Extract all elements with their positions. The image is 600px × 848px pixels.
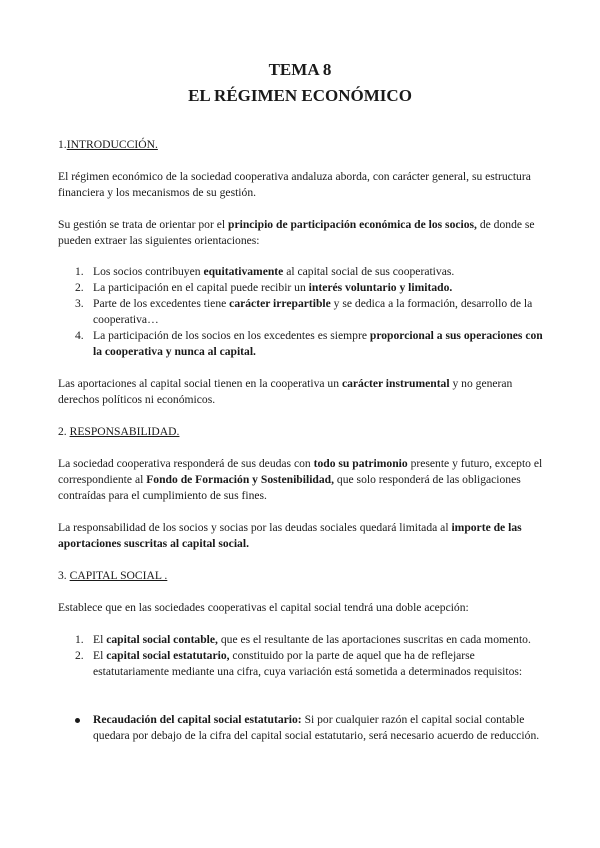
bold-text: equitativamente [203,265,284,278]
text-span: de donde se pueden extraer las siguientes orientaciones: [58,218,535,247]
paragraph-deudas [58,456,544,504]
paragraph-intro: El régimen económico de la sociedad cooperativa andaluza aborda, con carácter general, su estructura financiera y los mecanismos de su gestión. [58,170,531,199]
text-span: Parte de los excedentes tiene [93,297,230,310]
section-heading-capital-social [58,568,544,584]
bold-text: Recaudación del capital social estatutario: [93,713,302,726]
section-title: INTRODUCCIÓN. [66,138,158,151]
text-span: Si por cualquier razón el capital social contable quedara por debajo de la cifra del capital social estatutario, será necesario acuerdo de reducción. [93,713,540,742]
text-span: El [93,649,107,662]
paragraph-aportaciones [58,376,544,408]
bold-text: carácter instrumental [341,377,450,390]
text-span: La participación de los socios en los excedentes es siempre [93,329,370,342]
text-span: Su gestión se trata de orientar por el [58,218,228,231]
text-span: Los socios contribuyen [93,265,204,278]
text-span: que es el resultante de las aportaciones suscritas en cada momento. [217,633,531,646]
section-title: RESPONSABILIDAD. [69,425,180,438]
ordered-list-capital [58,632,544,680]
text-span: presente y futuro, excepto el correspondiente al [58,457,543,486]
bold-text: importe de las aportaciones suscritas al capital social. [58,521,522,550]
list-number: 1. [75,265,84,278]
bold-text: todo su patrimonio [313,457,408,470]
section-heading-introduccion [58,137,544,153]
ordered-list-orientaciones [58,264,544,360]
bold-text: carácter irrepartible [229,297,331,310]
section-number: 2. [58,425,70,438]
text-span: La responsabilidad de los socios y socias por las deudas sociales quedará limitada al [58,521,452,534]
text-span: que solo responderá de las obligaciones contraídas para el cumplimiento de sus fines. [58,473,521,502]
bold-text: capital social contable, [106,633,218,646]
document-subtitle: EL RÉGIMEN ECONÓMICO [188,86,412,105]
section-title: CAPITAL SOCIAL . [69,569,168,582]
bold-text: capital social estatutario, [106,649,230,662]
list-number: 3. [75,297,84,310]
text-span: Las aportaciones al capital social tienen en la cooperativa un [58,377,342,390]
text-span: y se dedica a la formación, desarrollo de la cooperativa… [93,297,533,326]
section-heading-responsabilidad [58,424,544,440]
list-number: 2. [75,649,84,662]
list-item [58,328,544,360]
text-span: La participación en el capital puede recibir un [93,281,309,294]
document-title: TEMA 8 [268,60,332,79]
paragraph-responsabilidad-socios [58,520,544,552]
section-number: 3. [58,569,70,582]
list-item [58,632,544,648]
text-span: La sociedad cooperativa responderá de sus deudas con [58,457,314,470]
bold-text: Fondo de Formación y Sostenibilidad, [146,473,335,486]
text-span: al capital social de sus cooperativas. [283,265,455,278]
section-number: 1. [58,138,67,151]
list-item [58,648,544,680]
list-item [58,296,544,328]
bold-text: interés voluntario y limitado. [308,281,453,294]
list-number: 2. [75,281,84,294]
bullet-list [58,712,544,744]
bullet-item [58,712,544,744]
bullet-dot [75,718,80,723]
bold-text: principio de participación económica de los socios, [228,218,477,231]
list-item [58,280,544,296]
paragraph-acepcion: Establece que en las sociedades cooperativas el capital social tendrá una doble acepción: [58,601,469,614]
text-span: constituido por la parte de aquel que ha de reflejarse estatutariamente mediante una cifra, cuya variación está sometida a determinados requisitos: [93,649,523,678]
list-number: 1. [75,633,84,646]
list-item [58,264,544,280]
text-span: El [93,633,107,646]
list-number: 4. [75,329,84,342]
bold-text: proporcional a sus operaciones con la cooperativa y nunca al capital. [93,329,543,358]
paragraph-gestion [58,217,544,249]
text-span: y no generan derechos políticos ni económicos. [58,377,513,406]
